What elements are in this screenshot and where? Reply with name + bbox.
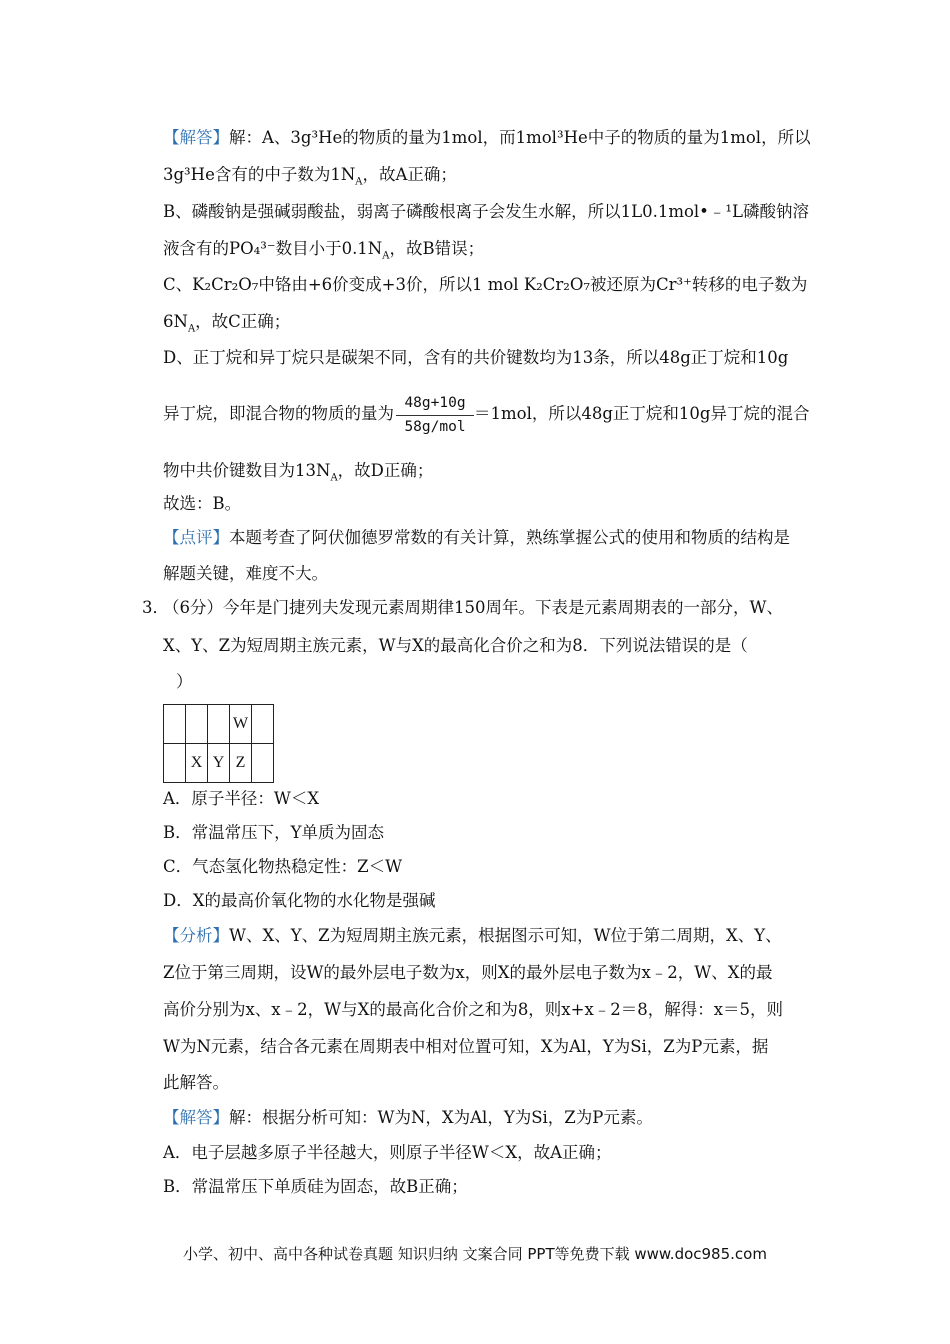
answer2-line1 bbox=[163, 128, 811, 148]
fraction-denominator: 58g/mol bbox=[404, 419, 466, 435]
analysis3-text1: W、X、Y、Z为短周期主族元素，根据图示可知，W位于第二周期，X、Y、 bbox=[229, 926, 782, 945]
answer2-text1: 解：A、3g³He的物质的量为1mol，而1mol³He中子的物质的量为1mol，所以 bbox=[229, 128, 811, 147]
table-cell bbox=[164, 744, 186, 783]
answer2-line6: $6N_A$，故C正确； bbox=[163, 312, 291, 335]
table-cell bbox=[208, 705, 230, 744]
table-row bbox=[164, 744, 274, 783]
option-b: B．常温常压下，Y单质为固态 bbox=[163, 823, 385, 842]
answer2-line10: 故选：B。 bbox=[163, 494, 242, 513]
analysis3-line4: W为N元素，结合各元素在周期表中相对位置可知，X为Al，Y为Si，Z为P元素，据 bbox=[163, 1037, 769, 1056]
fraction bbox=[396, 393, 474, 436]
analysis-tag: 【分析】 bbox=[163, 926, 229, 945]
fraction-numerator: 48g+10g bbox=[396, 393, 474, 416]
answer3-line3: B．常温常压下单质硅为固态，故B正确； bbox=[163, 1177, 468, 1196]
comment2-line2: 解题关键，难度不大。 bbox=[163, 564, 328, 583]
option-d: D．X的最高价氧化物的水化物是强碱 bbox=[163, 891, 436, 910]
comment2-line1 bbox=[163, 528, 790, 548]
analysis3-line3: 高价分别为x、x﹣2，W与X的最高化合价之和为8，则x+x﹣2＝8，解得：x＝5，则 bbox=[163, 1000, 784, 1019]
page-footer: 小学、初中、高中各种试卷真题 知识归纳 文案合同 PPT等免费下载 www.doc985.com bbox=[183, 1245, 767, 1263]
analysis3-line5: 此解答。 bbox=[163, 1073, 229, 1092]
table-cell-w: W bbox=[230, 705, 252, 744]
analysis3-line1 bbox=[163, 926, 782, 946]
table-cell-x: X bbox=[186, 744, 208, 783]
answer2-line8-after: ＝1mol，所以48g正丁烷和10g异丁烷的混合 bbox=[474, 404, 810, 423]
table-cell bbox=[252, 705, 274, 744]
question3-line1: （6分）今年是门捷列夫发现元素周期律150周年。下表是元素周期表的一部分，W、 bbox=[163, 598, 783, 617]
table-cell-z: Z bbox=[230, 744, 252, 783]
question3-line2: X、Y、Z为短周期主族元素，W与X的最高化合价之和为8．下列说法错误的是（ bbox=[163, 636, 748, 655]
table-row bbox=[164, 705, 274, 744]
answer2-line9: 物中共价键数目为$13N_A$，故D正确； bbox=[163, 461, 434, 484]
comment-tag: 【点评】 bbox=[163, 528, 229, 547]
periodic-table-fragment bbox=[163, 704, 274, 783]
answer2-line4: 液含有的PO₄³⁻数目小于$0.1N_A$，故B错误； bbox=[163, 239, 485, 262]
option-a: A．原子半径：W＜X bbox=[163, 789, 320, 808]
analysis3-line2: Z位于第三周期，设W的最外层电子数为x，则X的最外层电子数为x﹣2，W、X的最 bbox=[163, 963, 773, 982]
answer-tag: 【解答】 bbox=[163, 128, 229, 147]
answer2-line5: C、K₂Cr₂O₇中铬由+6价变成+3价，所以1 mol K₂Cr₂O₇被还原为Cr³⁺转移的电子数为 bbox=[163, 275, 808, 294]
question3-number: 3． bbox=[142, 598, 169, 617]
answer-tag: 【解答】 bbox=[163, 1108, 229, 1127]
answer3-line2: A．电子层越多原子半径越大，则原子半径W＜X，故A正确； bbox=[163, 1143, 612, 1162]
answer2-line2: 3g³He含有的中子数为$1N_A$，故A正确； bbox=[163, 165, 457, 188]
table-cell bbox=[164, 705, 186, 744]
answer2-line3: B、磷酸钠是强碱弱酸盐，弱离子磷酸根离子会发生水解，所以1L0.1mol•﹣¹L磷酸钠溶 bbox=[163, 202, 809, 221]
table-cell bbox=[252, 744, 274, 783]
question3-line3: ） bbox=[176, 672, 193, 691]
comment2-text1: 本题考查了阿伏伽德罗常数的有关计算，熟练掌握公式的使用和物质的结构是 bbox=[229, 528, 790, 547]
table-cell bbox=[186, 705, 208, 744]
option-c: C．气态氢化物热稳定性：Z＜W bbox=[163, 857, 403, 876]
answer3-line1 bbox=[163, 1108, 653, 1128]
answer2-line7: D、正丁烷和异丁烷只是碳架不同，含有的共价键数均为13条，所以48g正丁烷和10g bbox=[163, 348, 789, 367]
table-cell-y: Y bbox=[208, 744, 230, 783]
answer3-text1: 解：根据分析可知：W为N，X为Al，Y为Si，Z为P元素。 bbox=[229, 1108, 653, 1127]
answer2-line8-before: 异丁烷，即混合物的物质的量为 bbox=[163, 404, 394, 423]
